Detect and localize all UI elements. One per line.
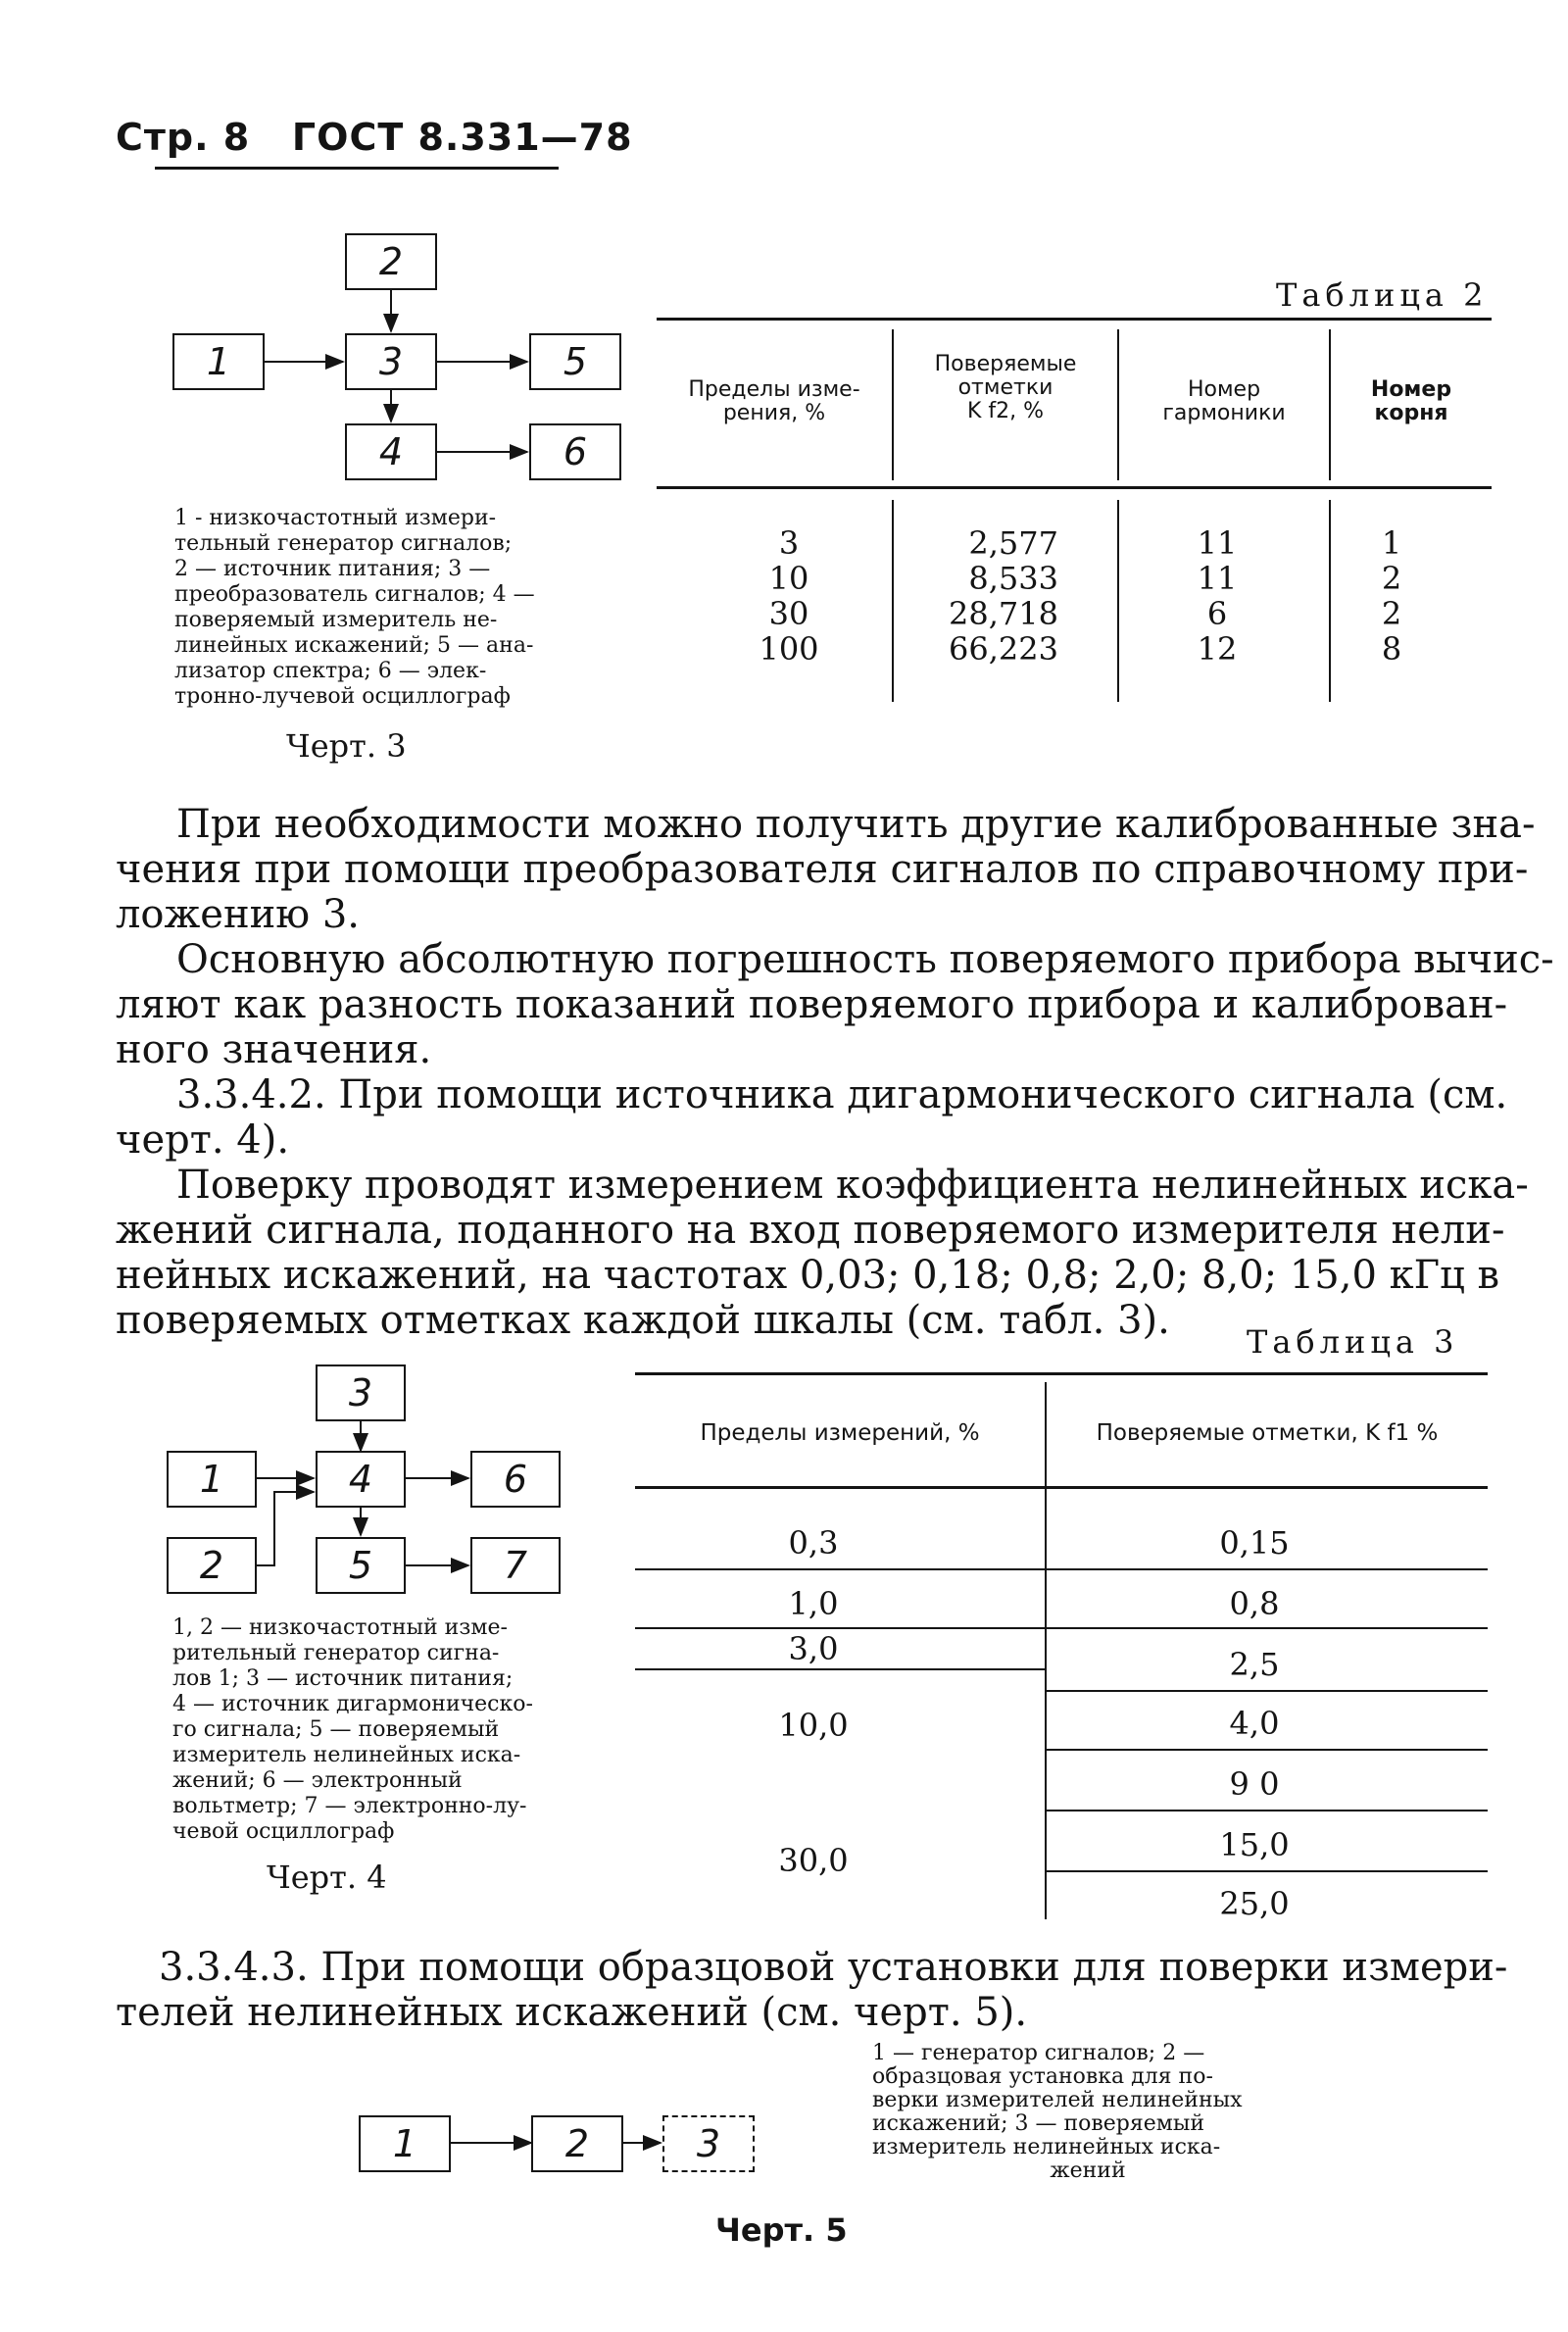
table3-right-rule xyxy=(1047,1690,1488,1692)
fig5-label: Черт. 5 xyxy=(715,2211,848,2249)
fig3-box-4: 4 xyxy=(345,423,437,480)
table3-left-rule xyxy=(635,1668,1045,1670)
text-line: телей нелинейных искажений (см. черт. 5). xyxy=(116,1990,1028,2035)
fig4-box-6: 6 xyxy=(470,1451,561,1508)
paragraph-4 xyxy=(116,1163,1529,1343)
table2-top-rule xyxy=(657,318,1492,321)
caption-line: жений; 6 — электронный xyxy=(172,1768,463,1793)
table2-cell: 28,718 xyxy=(949,595,1058,632)
table3-right-cell: 15,0 xyxy=(1219,1826,1290,1863)
fig5-box-3: 3 xyxy=(662,2115,755,2172)
table2-cell: 11 xyxy=(1197,524,1238,562)
fig4-box-4: 4 xyxy=(316,1451,406,1508)
fig4-label: Черт. 4 xyxy=(267,1859,387,1896)
table2-cell: 2,577 xyxy=(968,524,1058,562)
caption-line: 1, 2 — низкочастотный изме- xyxy=(172,1615,508,1640)
table2-header-limits: Пределы изме- рения, % xyxy=(688,377,860,425)
fig4-box-2: 2 xyxy=(167,1537,257,1594)
fig4-box-5: 5 xyxy=(316,1537,406,1594)
table3-caption: Таблица 3 xyxy=(1247,1323,1459,1361)
text-line: Поверку проводят измерением коэффициента нелинейных иска- xyxy=(176,1163,1529,1208)
table2-cell: 100 xyxy=(759,630,819,668)
text-line: 3.3.4.2. При помощи источника дигармонического сигнала (см. xyxy=(176,1072,1508,1117)
caption-line: тельный генератор сигналов; xyxy=(174,531,513,556)
table2-cell: 8 xyxy=(1381,630,1402,668)
caption-line: рительный генератор сигна- xyxy=(172,1641,500,1665)
caption-line: 4 — источник дигармоническо- xyxy=(172,1692,533,1716)
table3-right-cell: 0,15 xyxy=(1219,1524,1290,1562)
table3-right-rule xyxy=(1047,1870,1488,1872)
table2-cell: 10 xyxy=(768,560,809,597)
table3-right-cell: 2,5 xyxy=(1229,1646,1280,1683)
fig4-box-1: 1 xyxy=(167,1451,257,1508)
table2-cell: 2 xyxy=(1381,560,1402,597)
table3-col-sep xyxy=(1045,1382,1047,1919)
fig3-box-6: 6 xyxy=(529,423,621,480)
text-line: 3.3.4.3. При помощи образцовой установки для поверки измери- xyxy=(159,1945,1508,1990)
caption-line: линейных искажений; 5 — ана- xyxy=(174,633,534,658)
text-line: жений сигнала, поданного на вход поверяемого измерителя нели- xyxy=(116,1208,1505,1253)
table3-left-cell: 30,0 xyxy=(778,1842,849,1879)
caption-line: измеритель нелинейных иска- xyxy=(172,1743,521,1767)
caption-line: вольтметр; 7 — электронно-лу- xyxy=(172,1794,527,1818)
fig3-box-5: 5 xyxy=(529,333,621,390)
caption-line: 1 - низкочастотный измери- xyxy=(174,506,497,530)
paragraph-1 xyxy=(116,802,1536,937)
table3-right-cell: 25,0 xyxy=(1219,1885,1290,1922)
fig5-box-1: 1 xyxy=(359,2115,451,2172)
table3-header-marks: Поверяемые отметки, K f1 % xyxy=(1096,1420,1439,1446)
table3-right-cell: 4,0 xyxy=(1229,1705,1280,1742)
standard-title: ГОСТ 8.331—78 xyxy=(291,116,633,159)
table2-header-rule xyxy=(657,486,1492,489)
table2-col-sep xyxy=(1329,500,1331,702)
paragraph-5 xyxy=(116,1945,1508,2035)
text-line: чения при помощи преобразователя сигналов по справочному при- xyxy=(116,847,1529,892)
text-line: черт. 4). xyxy=(116,1117,290,1163)
text-line: ного значения. xyxy=(116,1027,432,1072)
table3-left-cell: 0,3 xyxy=(788,1524,839,1562)
caption-line: тронно-лучевой осциллограф xyxy=(174,684,511,709)
fig3-box-1: 1 xyxy=(172,333,265,390)
fig3-box-3: 3 xyxy=(345,333,437,390)
caption-line: поверяемый измеритель не- xyxy=(174,608,498,632)
fig3-box-2: 2 xyxy=(345,233,437,290)
text-line: Основную абсолютную погрешность поверяемого прибора вычис- xyxy=(176,937,1554,982)
page-number: Стр. 8 xyxy=(116,116,251,159)
table2-header-harmonic: Номер гармоники xyxy=(1162,377,1286,425)
caption-line: искажений; 3 — поверяемый xyxy=(872,2111,1205,2136)
fig4-box-3: 3 xyxy=(316,1364,406,1421)
text-line: ляют как разность показаний поверяемого прибора и калиброван- xyxy=(116,982,1508,1027)
table2-cell: 30 xyxy=(768,595,809,632)
caption-line: преобразователь сигналов; 4 — xyxy=(174,582,535,607)
table2-cell: 12 xyxy=(1197,630,1238,668)
table3-top-rule xyxy=(635,1372,1488,1375)
caption-line: верки измерителей нелинейных xyxy=(872,2088,1243,2112)
table3-right-rule xyxy=(1047,1627,1488,1629)
table3-left-rule xyxy=(635,1627,1045,1629)
table2-cell: 6 xyxy=(1206,595,1228,632)
table2-cell: 1 xyxy=(1381,524,1402,562)
table3-right-cell: 9 0 xyxy=(1229,1765,1280,1803)
paragraph-2 xyxy=(116,937,1554,1072)
caption-line: образцовая установка для по- xyxy=(872,2064,1213,2089)
caption-line: 2 — источник питания; 3 — xyxy=(174,557,491,581)
table3-left-cell: 3,0 xyxy=(788,1630,839,1667)
text-line: нейных искажений, на частотах 0,03; 0,18; 0,8; 2,0; 8,0; 15,0 кГц в xyxy=(116,1253,1500,1298)
table3-header-limits: Пределы измерений, % xyxy=(700,1420,980,1446)
text-line: поверяемых отметках каждой шкалы (см. табл. 3). xyxy=(116,1298,1170,1343)
table3-right-rule xyxy=(1047,1568,1488,1570)
table2-col-sep xyxy=(892,500,894,702)
fig3-label: Черт. 3 xyxy=(286,727,407,765)
table2-header-root: Номер корня xyxy=(1370,377,1452,425)
caption-line: жений xyxy=(1050,2158,1126,2183)
caption-line: 1 — генератор сигналов; 2 — xyxy=(872,2041,1205,2065)
caption-line: лизатор спектра; 6 — элек- xyxy=(174,659,487,683)
text-line: ложению 3. xyxy=(116,892,360,937)
table2-cell: 2 xyxy=(1381,595,1402,632)
caption-line: измеритель нелинейных иска- xyxy=(872,2135,1221,2159)
paragraph-3 xyxy=(116,1072,1508,1163)
table3-left-cell: 1,0 xyxy=(788,1585,839,1622)
caption-line: чевой осциллограф xyxy=(172,1819,395,1844)
caption-line: го сигнала; 5 — поверяемый xyxy=(172,1717,500,1742)
table3-left-cell: 10,0 xyxy=(778,1707,849,1744)
table3-right-rule xyxy=(1047,1749,1488,1751)
table3-right-rule xyxy=(1047,1810,1488,1811)
table2-cell: 11 xyxy=(1197,560,1238,597)
table2-cell: 8,533 xyxy=(968,560,1058,597)
table2-header-marks: Поверяемые отметки K f2, % xyxy=(934,352,1077,423)
table3-left-rule xyxy=(635,1568,1045,1570)
table3-header-rule xyxy=(635,1486,1488,1489)
table2-caption: Таблица 2 xyxy=(1276,276,1489,314)
table2-cell: 66,223 xyxy=(949,630,1058,668)
table3-right-cell: 0,8 xyxy=(1229,1585,1280,1622)
fig5-box-2: 2 xyxy=(531,2115,623,2172)
text-line: При необходимости можно получить другие калиброванные зна- xyxy=(176,802,1536,847)
fig4-box-7: 7 xyxy=(470,1537,561,1594)
caption-line: лов 1; 3 — источник питания; xyxy=(172,1666,514,1691)
table2-col-sep xyxy=(1117,500,1119,702)
table2-cell: 3 xyxy=(778,524,800,562)
